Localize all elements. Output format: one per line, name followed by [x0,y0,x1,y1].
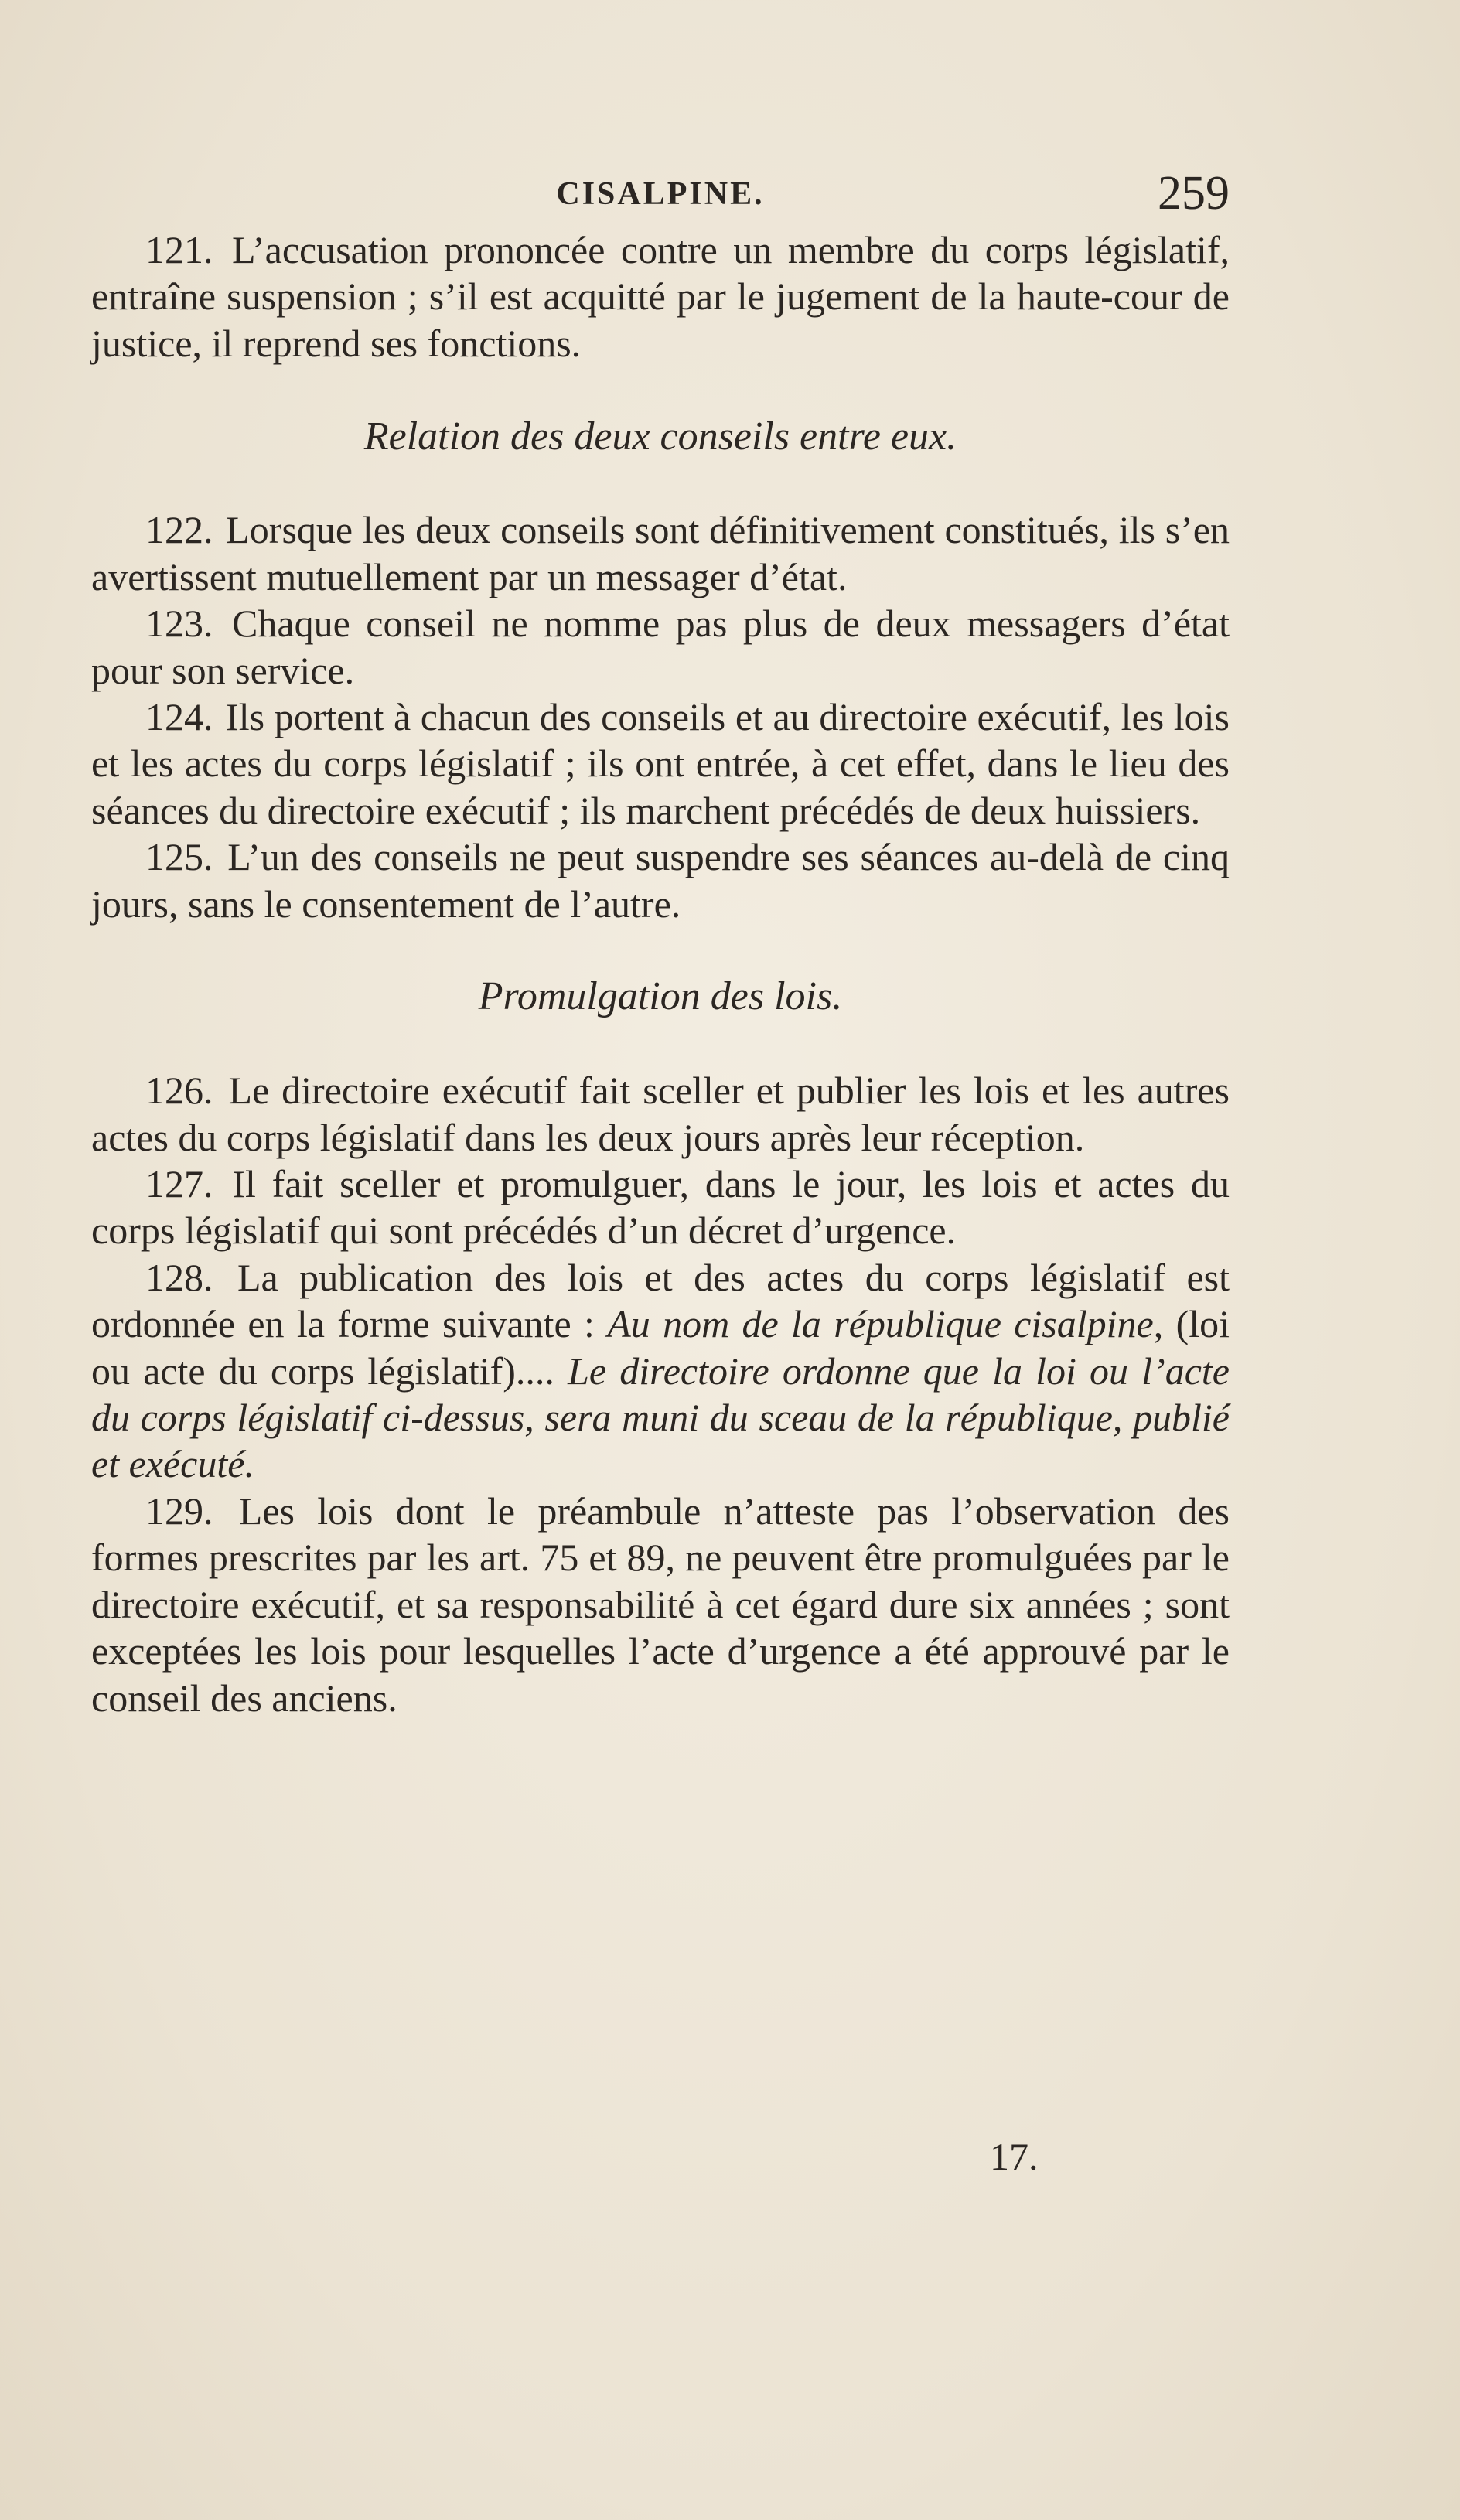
article-122 [91,506,1230,600]
article-number: 126. [145,1069,213,1113]
article-text: La publication des lois et des actes du corps législatif est ordonnée en la forme suivante : [91,1255,1230,1346]
article-number: 123. [145,602,213,646]
article-number: 121. [145,228,213,271]
article-text: Il fait sceller et promulguer, dans le jour, les lois et actes du corps législatif qui sont précédés d’un décret d’urgence. [91,1162,1230,1253]
article-text: L’accusation prononcée contre un membre du corps législatif, entraîne suspension ; s’il est acquitté par le jugement de la haute-cour de justice, il reprend ses fonctions. [91,228,1230,365]
article-number: 129. [145,1488,213,1533]
spacer [91,460,1230,506]
signature-mark: 17. [990,2135,1039,2178]
article-126 [91,1067,1230,1161]
page-number: 259 [1158,167,1230,220]
spacer [91,927,1230,974]
spacer [91,1021,1230,1067]
article-123 [91,600,1230,694]
spacer [91,367,1230,413]
article-number: 125. [145,835,213,879]
article-text: Les lois dont le préambule n’atteste pas l’observation des formes prescrites par les art. 75 et 89, ne peuvent être promulguées par le directoire exécutif, et sa responsabilité à cet égard dure six années ; sont exceptées les lois pour lesquelles l’acte d’urgence a été approuvé par le conseil des anciens. [91,1488,1230,1720]
article-127 [91,1161,1230,1254]
article-number: 128. [145,1255,213,1299]
article-text: Le directoire exécutif fait sceller et publier les lois et les autres actes du corps législatif dans les deux jours après leur réception. [91,1069,1230,1159]
article-text: Ils portent à chacun des conseils et au directoire exécutif, les lois et les actes du corps législatif ; ils ont entrée, à cet effet, dans le lieu des séances du directoire exécutif ; ils marchent précédés de deux huissiers. [91,695,1230,832]
article-129 [91,1488,1230,1721]
article-text: , (loi ou acte du corps législatif).... [91,1302,1230,1393]
article-text: Lorsque les deux conseils sont définitivement constitués, ils s’en avertissent mutuellement par un messager d’état. [91,508,1230,598]
article-italic-text: Au nom de la république cisalpine [607,1302,1154,1346]
running-head: CISALPINE. [556,176,765,212]
article-number: 127. [145,1162,213,1206]
article-number: 124. [145,695,213,739]
page-header [91,166,1230,220]
article-125 [91,834,1230,927]
article-text: L’un des conseils ne peut suspendre ses séances au-delà de cinq jours, sans le consentement de l’autre. [91,835,1230,926]
article-text: Chaque conseil ne nomme pas plus de deux messagers d’état pour son service. [91,602,1230,692]
article-number: 122. [145,508,213,552]
article-124 [91,694,1230,834]
body-text [91,227,1230,1721]
section-heading-relation: Relation des deux conseils entre eux. [363,414,957,459]
article-121 [91,227,1230,367]
article-128 [91,1254,1230,1488]
section-heading-promulgation: Promulgation des lois. [478,974,843,1019]
article-italic-text: Le directoire ordonne que la loi ou l’acte du corps législatif ci-dessus, sera muni du sceau de la république, publié et exécuté. [91,1349,1230,1486]
